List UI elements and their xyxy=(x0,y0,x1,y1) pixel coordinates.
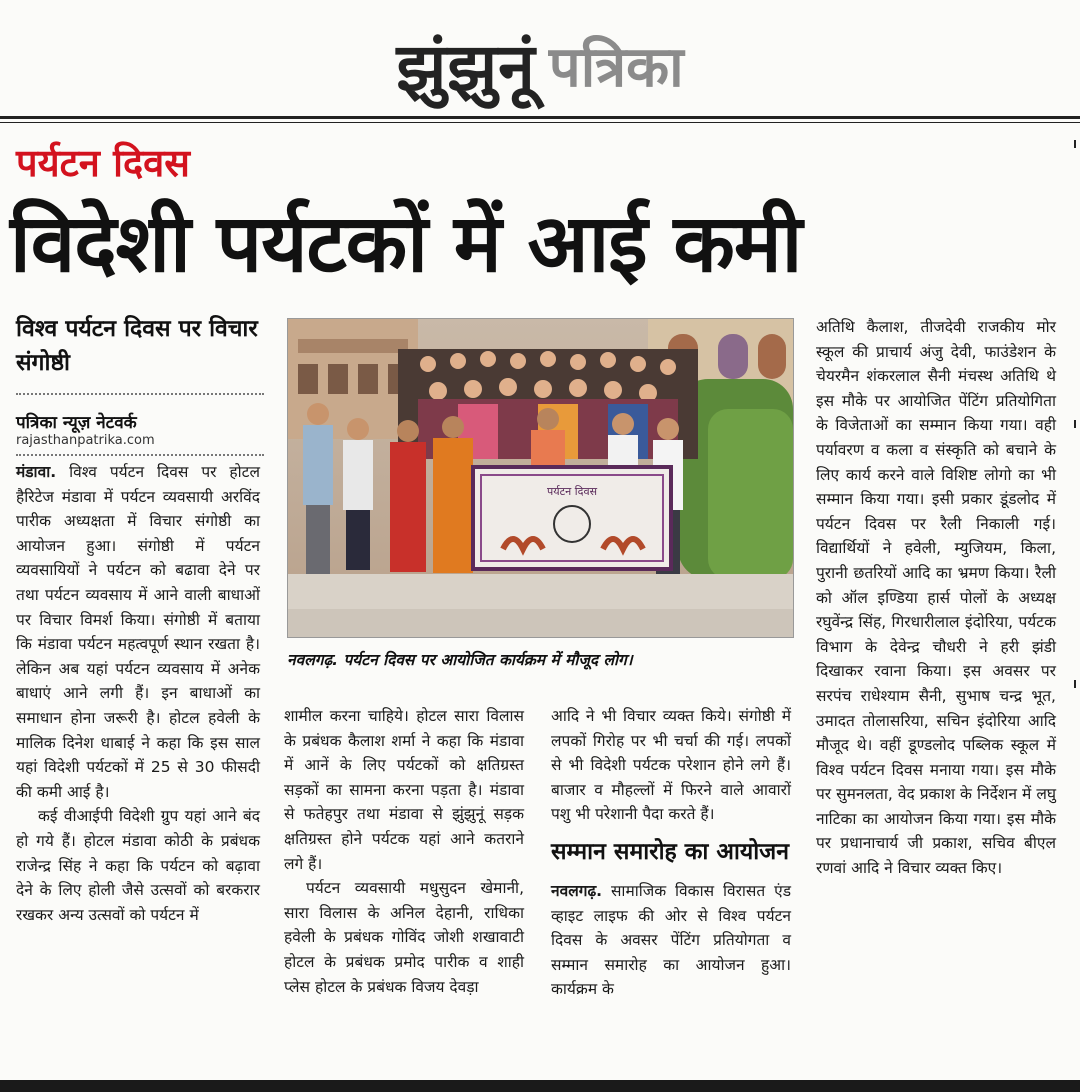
masthead-rule-bottom xyxy=(0,122,1080,123)
paragraph: सामाजिक विकास विरासत एंड व्हाइट लाइफ की ओर से विश्व पर्यटन दिवस के अवसर पेंटिंग प्रतियोगता व सम्मान समारोह का आयोजन हुआ। कार्यक्रम के xyxy=(551,881,791,999)
paragraph: कई वीआईपी विदेशी ग्रुप यहां आने बंद हो गये हैं। होटल मंडावा कोठी के प्रबंधक राजेन्द्र सिंह ने कहा कि पर्यटन को बढ़ावा देने के लिए होली जैसे उत्सवों को बरकरार रखकर अन्य उत्सवों को पर्यटन में xyxy=(16,807,260,924)
article-column-2 xyxy=(284,704,524,999)
dotted-divider xyxy=(16,393,264,395)
section-subhead: सम्मान समारोह का आयोजन xyxy=(551,838,790,865)
paragraph: पर्यटन व्यवसायी मधुसुदन खेमानी, सारा विलास के अनिल देहानी, राधिका हवेली के प्रबंधक गोविंद जोशी शखावाटी होटल के प्रबंधक प्रमोद पारीक व शाही प्लेस होटल के प्रबंधक विजय देवड़ा xyxy=(284,879,524,996)
article-subhead: विश्व पर्यटन दिवस पर विचार संगोष्ठी xyxy=(16,316,258,376)
masthead-rule-top xyxy=(0,116,1080,119)
paragraph: अतिथि कैलाश, तीजदेवी राजकीय मोर स्कूल की प्राचार्य अंजु देवी, फाउंडेशन के चेयरमैन शंकरलाल सैनी मंचस्थ अतिथि थे इस मौके पर आयोजित पेंटिंग प्रतियोगिता के विजेताओं का सम्मान किया गया। वही पर्यावरण व कला व संस्कृति को बचाने के लिए कार्य करने वाले विशिष्ट लोगो का भी सम्मान किया गया। इसी प्रकार डूंडलोद में पर्यटन दिवस पर रैली निकाली गई। विद्यार्थियों ने हवेली, म्युजियम, किला, पुरानी छतरियों आदि का भ्रमण किया। रैली को ऑल इण्डिया हार्स पोलों के अध्यक्ष रघुवेंन्द्र सिंह, गिरधारीलाल इंदोरिया, पर्यटक विभाग के देवेन्द्र चौधरी ने हरी झंडी दिखाकर रवाना किया। इस अवसर पर सरपंच राधेश्याम सैनी, सुभाष चन्द्र भूत, उमादत तोलासरिया, सचिन इंदोरिया आदि मौजूद थे। वहीं डूण्डलोद पब्लिक स्कूल में विश्व पर्यटन दिवस मनाया गया। इस मौके पर सुमनलता, वेद प्रकाश के निर्देशन में लघु नाटिका का आयोजन किया गया। इस मौके पर प्रधानाचार्य जी प्रकाश, सचिव बीएल रणवां आदि ने विचार व्यक्त किए। xyxy=(816,318,1056,878)
paragraph: शामील करना चाहिये। होटल सारा विलास के प्रबंधक कैलाश शर्मा ने कहा कि मंडावा में आनें के लिए पर्यटकों को क्षतिग्रस्त सड़कों का सामना करना पड़ता है। मंडावा से फतेहपुर तथा मंडावा से झुंझुनूं सड़क क्षतिग्रस्त होने पर्यटक यहां आने कतराने लगे हैं। xyxy=(284,707,524,873)
dateline: मंडावा. xyxy=(16,463,57,481)
dotted-divider xyxy=(16,454,264,456)
byline: पत्रिका न्यूज़ नेटवर्क xyxy=(16,413,137,433)
page-bottom-edge xyxy=(0,1080,1080,1092)
masthead xyxy=(0,20,1080,115)
masthead-paper-name: पत्रिका xyxy=(548,35,684,100)
headline: विदेशी पर्यटकों में आई कमी xyxy=(10,197,802,290)
group-photo-illustration xyxy=(288,319,793,637)
photo-caption: नवलगढ़. पर्यटन दिवस पर आयोजित कार्यक्रम में मौजूद लोग। xyxy=(287,651,633,669)
dateline: नवलगढ़. xyxy=(551,881,603,900)
banner-text: पर्यटन दिवस xyxy=(546,485,598,498)
article-column-4 xyxy=(816,315,1056,881)
paragraph: आदि ने भी विचार व्यक्त किये। संगोष्ठी में लपकों गिरोह पर भी चर्चा की गई। लपकों से भी विदेशी पर्यटक परेशान होने लगे हैं। बाजार व मौहल्लों में फिरने वाले आवारों पशु भी परेशानी पैदा करते हैं। xyxy=(551,707,791,824)
byline-url: rajasthanpatrika.com xyxy=(16,433,155,448)
news-photo xyxy=(287,318,794,638)
article-column-3 xyxy=(551,704,791,1002)
article-column-1 xyxy=(16,460,260,927)
section-kicker: पर्यटन दिवस xyxy=(16,141,190,185)
adjacent-page-edge xyxy=(1070,120,1080,1080)
paragraph: विश्व पर्यटन दिवस पर होटल हैरिटेज मंडावा में पर्यटन व्यवसायी अरविंद पारीक अध्यक्षता में विचार संगोष्ठी का आयोजन हुआ। संगोष्ठी में पर्यटन व्यवसायियों ने पर्यटन को बढावा देने पर तथा पर्यटन व्यवसाय में आने वाली बाधाओं पर विचार विमर्श किया। संगोष्ठी में बताया कि मंडावा पर्यटन महत्वपूर्ण स्थान रखता है। लेकिन अब यहां पर्यटन व्यवसाय में अनेक बाधाएं आने लगी हैं। इन बाधाओं का समाधान होना जरूरी है। होटल हवेली के मालिक दिनेश धाबाई ने कहा कि इस साल यहां विदेशी पर्यटकों में 25 से 30 फीसदी की कमी आई है। xyxy=(16,463,260,801)
masthead-city: झुंझुनूं xyxy=(396,29,536,106)
